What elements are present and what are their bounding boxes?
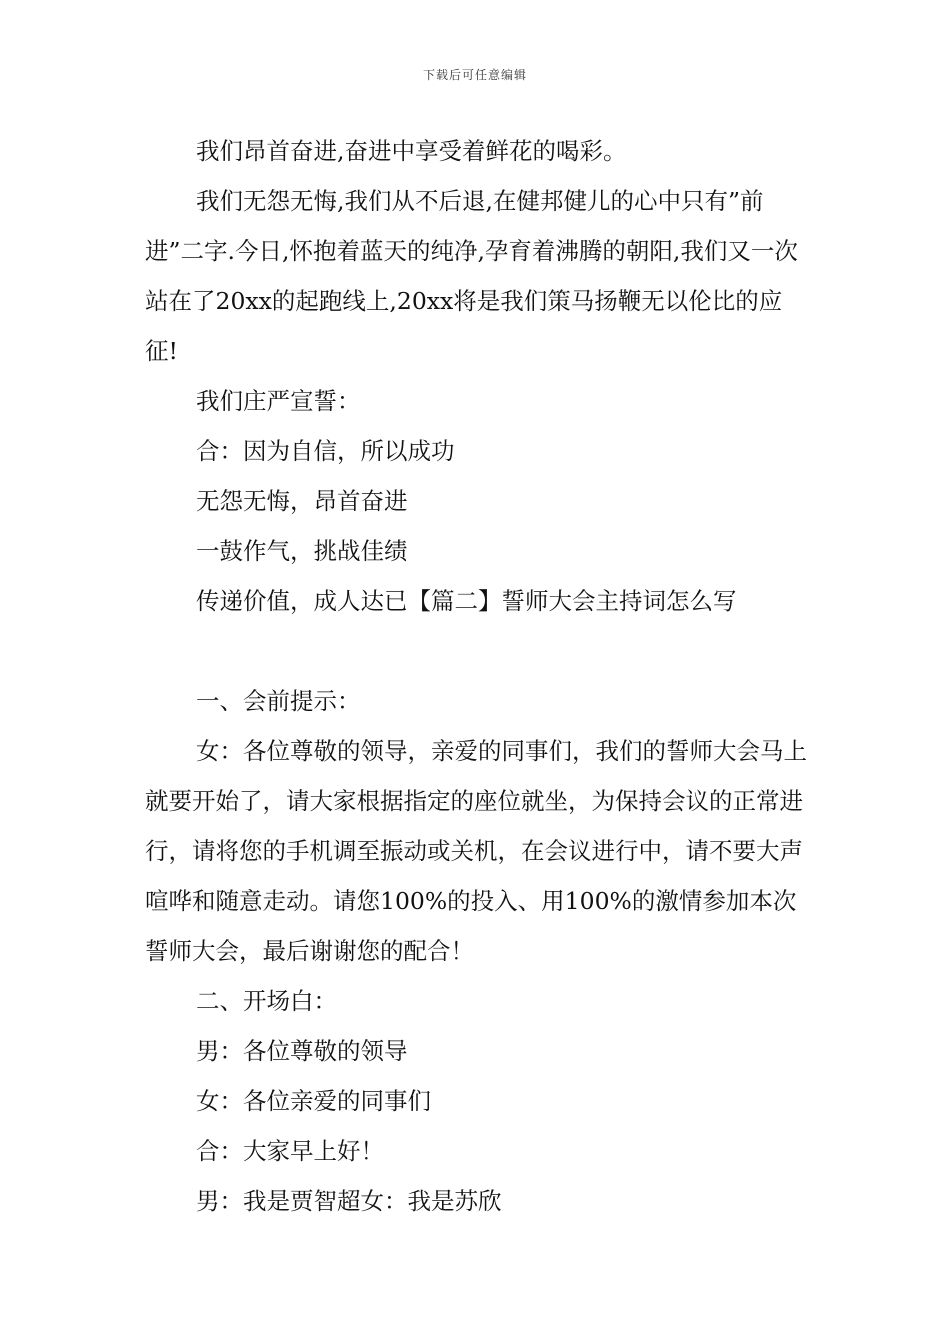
paragraph: 我们无怨无悔,我们从不后退,在健邦健儿的心中只有”前进”二字.今日,怀抱着蓝天的纯净,孕育着沸腾的朝阳,我们又一次站在了20xx的起跑线上,20xx将是我们策马扬鞭无以伦比的应征! — [145, 187, 798, 365]
paragraph: 男：各位尊敬的领导 — [196, 1037, 408, 1065]
section-heading: 一、会前提示： — [196, 687, 361, 715]
section-heading-paragraph: 传递价值，成人达已【篇二】誓师大会主持词怎么写 — [196, 587, 737, 615]
paragraph: 男：我是贾智超女：我是苏欣 — [196, 1187, 502, 1215]
blank-line — [145, 626, 807, 676]
paragraph: 我们庄严宣誓： — [196, 387, 361, 415]
paragraph: 我们昂首奋进,奋进中享受着鲜花的喝彩。 — [196, 137, 627, 165]
paragraph: 一鼓作气，挑战佳绩 — [196, 537, 408, 565]
paragraph: 合：大家早上好！ — [196, 1137, 384, 1165]
paragraph: 无怨无悔，昂首奋进 — [196, 487, 408, 515]
page-header-note: 下载后可任意编辑 — [422, 68, 527, 82]
section-heading: 二、开场白： — [196, 987, 337, 1015]
paragraph: 女：各位亲爱的同事们 — [196, 1087, 431, 1115]
document-body — [145, 126, 807, 1226]
paragraph: 合：因为自信，所以成功 — [196, 437, 455, 465]
paragraph: 女：各位尊敬的领导，亲爱的同事们，我们的誓师大会马上就要开始了，请大家根据指定的座位就坐，为保持会议的正常进行，请将您的手机调至振动或关机，在会议进行中，请不要大声喧哗和随意走动。请您100%的投入、用100%的激情参加本次誓师大会，最后谢谢您的配合！ — [145, 737, 807, 965]
